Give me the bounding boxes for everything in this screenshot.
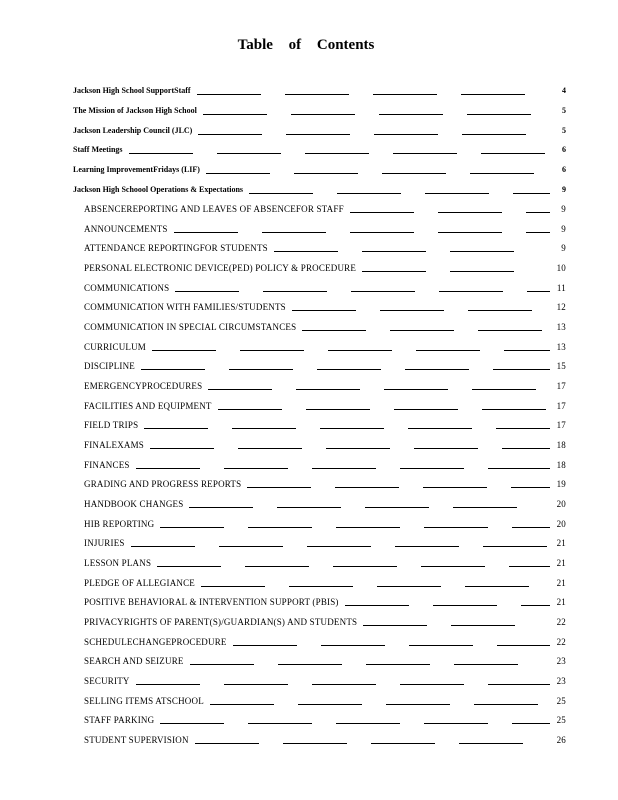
leader-dash (497, 645, 550, 646)
leader-dash (405, 369, 469, 370)
leader-dash (509, 566, 550, 567)
leader-dash (363, 625, 427, 626)
leader-dash (438, 212, 502, 213)
leader-dash (474, 704, 538, 705)
leader-dash (468, 310, 532, 311)
leader-dash (488, 684, 550, 685)
leader-dash (285, 94, 349, 95)
toc-entry[interactable] (84, 517, 566, 531)
toc-entry-label: HIB REPORTING (84, 519, 155, 529)
leader-dash (371, 743, 435, 744)
leader-dash (465, 586, 529, 587)
toc-entry-label: PLEDGE OF ALLEGIANCE (84, 578, 195, 588)
leader-dash (152, 350, 216, 351)
toc-entry[interactable] (84, 241, 566, 255)
toc-entry-page: 10 (556, 263, 566, 273)
toc-entry[interactable] (73, 183, 566, 197)
leader-dash (482, 409, 546, 410)
toc-entry[interactable] (84, 281, 566, 295)
toc-entry-label: Jackson High Schoool Operations & Expectations (73, 185, 244, 194)
toc-entry-label: FINALEXAMS (84, 440, 145, 450)
toc-entry-page: 9 (562, 185, 566, 194)
toc-entry[interactable] (84, 202, 566, 216)
toc-entry-page: 9 (561, 204, 566, 214)
leader-dash (408, 428, 472, 429)
leader-dash (286, 134, 350, 135)
toc-entry-page: 12 (556, 302, 566, 312)
toc-entry[interactable] (73, 104, 566, 118)
toc-entry[interactable] (84, 379, 566, 393)
toc-entry-page: 21 (556, 597, 566, 607)
leader-dash (277, 507, 341, 508)
leader-dash (377, 586, 441, 587)
toc-entry-label: POSITIVE BEHAVIORAL & INTERVENTION SUPPORT (PBIS) (84, 597, 339, 607)
leader-dash (472, 389, 536, 390)
toc-entry-label: EMERGENCYPROCEDURES (84, 381, 203, 391)
leader-dash (150, 448, 214, 449)
toc-entry-label: INJURIES (84, 538, 125, 548)
leader-dash (240, 350, 304, 351)
leader-dash (238, 448, 302, 449)
toc-entry-page: 17 (556, 401, 566, 411)
leader-dash (229, 369, 293, 370)
leader-dash (462, 134, 526, 135)
leader-dash (366, 664, 430, 665)
toc-entry-page: 15 (556, 361, 566, 371)
leader-dash (175, 291, 239, 292)
leader-dash (289, 586, 353, 587)
toc-entry[interactable] (73, 124, 566, 138)
leader-dash (201, 586, 265, 587)
leader-dash (206, 173, 270, 174)
leader-dash (262, 232, 326, 233)
leader-dash (203, 114, 267, 115)
leader-dash (483, 546, 547, 547)
leader-dash (421, 566, 485, 567)
leader-dash (470, 173, 534, 174)
toc-entry-page: 22 (556, 637, 566, 647)
leader-dash (305, 153, 369, 154)
toc-entry-page: 18 (556, 440, 566, 450)
toc-entry[interactable] (84, 359, 566, 373)
leader-dash (263, 291, 327, 292)
toc-entry-label: HANDBOOK CHANGES (84, 499, 184, 509)
toc-entry-label: COMMUNICATIONS (84, 283, 170, 293)
leader-dash (496, 428, 550, 429)
leader-dash (274, 251, 338, 252)
leader-dash (157, 566, 221, 567)
leader-dash (374, 134, 438, 135)
leader-dash (335, 487, 399, 488)
toc-entry-page: 11 (556, 283, 566, 293)
toc-entry-page: 6 (562, 145, 566, 154)
leader-dash (425, 193, 489, 194)
leader-dash (198, 134, 262, 135)
toc-entry-label: SEARCH AND SEIZURE (84, 656, 184, 666)
toc-entry[interactable] (84, 300, 566, 314)
toc-entry-page: 25 (556, 696, 566, 706)
toc-entry-page: 5 (562, 126, 566, 135)
toc-entry-label: STAFF PARKING (84, 715, 155, 725)
leader-dash (424, 527, 488, 528)
toc-entry[interactable] (84, 556, 566, 570)
leader-dash (190, 664, 254, 665)
leader-dash (136, 684, 200, 685)
leader-dash (296, 389, 360, 390)
leader-dash (292, 310, 356, 311)
toc-entry-label: PERSONAL ELECTRONIC DEVICE(PED) POLICY & PROCEDURE (84, 263, 357, 273)
toc-entry-page: 21 (556, 578, 566, 588)
leader-dash (382, 173, 446, 174)
leader-dash (526, 212, 550, 213)
toc-entry[interactable] (84, 615, 566, 629)
leader-dash (345, 605, 409, 606)
toc-entry[interactable] (84, 713, 566, 727)
leader-dash (141, 369, 205, 370)
toc-entry-label: COMMUNICATION WITH FAMILIES/STUDENTS (84, 302, 286, 312)
toc-entry-page: 6 (562, 165, 566, 174)
leader-dash (248, 723, 312, 724)
leader-dash (409, 645, 473, 646)
leader-dash (467, 114, 531, 115)
toc-entry-label: The Mission of Jackson High School (73, 106, 197, 115)
toc-entry[interactable] (73, 163, 566, 177)
toc-entry-page: 9 (561, 243, 566, 253)
leader-dash (131, 546, 195, 547)
toc-entry[interactable] (84, 635, 566, 649)
leader-dash (488, 468, 550, 469)
toc-entry-page: 17 (556, 381, 566, 391)
toc-entry-label: LESSON PLANS (84, 558, 152, 568)
leader-dash (394, 409, 458, 410)
leader-dash (384, 389, 448, 390)
leader-dash (512, 527, 550, 528)
toc-entry-page: 13 (556, 322, 566, 332)
toc-entry-label: Staff Meetings (73, 145, 123, 154)
leader-dash (393, 153, 457, 154)
leader-dash (512, 723, 550, 724)
toc-entry[interactable] (84, 438, 566, 452)
toc-entry[interactable] (73, 84, 566, 98)
leader-dash (249, 193, 313, 194)
leader-dash (459, 743, 523, 744)
toc-entry[interactable] (84, 222, 566, 236)
leader-dash (362, 271, 426, 272)
leader-dash (511, 487, 550, 488)
toc-entry[interactable] (73, 143, 566, 157)
leader-dash (233, 645, 297, 646)
leader-dash (217, 153, 281, 154)
toc-entry-label: CURRICULUM (84, 342, 147, 352)
leader-dash (218, 409, 282, 410)
toc-entry-label: SECURITY (84, 676, 130, 686)
toc-entry-page: 5 (562, 106, 566, 115)
leader-dash (291, 114, 355, 115)
leader-dash (232, 428, 296, 429)
toc-entry-label: FACILITIES AND EQUIPMENT (84, 401, 212, 411)
leader-dash (478, 330, 542, 331)
leader-dash (219, 546, 283, 547)
leader-dash (390, 330, 454, 331)
toc-entry-page: 23 (556, 656, 566, 666)
leader-dash (400, 684, 464, 685)
leader-dash (350, 232, 414, 233)
leader-dash (414, 448, 478, 449)
leader-dash (129, 153, 193, 154)
toc-entry[interactable] (84, 576, 566, 590)
leader-dash (302, 330, 366, 331)
leader-dash (248, 527, 312, 528)
toc-entry-page: 21 (556, 558, 566, 568)
toc-entry[interactable] (84, 399, 566, 413)
leader-dash (424, 723, 488, 724)
leader-dash (450, 251, 514, 252)
leader-dash (160, 527, 224, 528)
toc-entry[interactable] (84, 674, 566, 688)
toc-entry-page: 19 (556, 479, 566, 489)
leader-dash (379, 114, 443, 115)
toc-entry-page: 13 (556, 342, 566, 352)
toc-entry-label: Jackson High School SupportStaff (73, 86, 191, 95)
leader-dash (365, 507, 429, 508)
leader-dash (386, 704, 450, 705)
toc-entry[interactable] (84, 320, 566, 334)
toc-entry-label: ATTENDANCE REPORTINGFOR STUDENTS (84, 243, 268, 253)
leader-dash (362, 251, 426, 252)
toc-entry[interactable] (84, 497, 566, 511)
toc-entry-page: 4 (562, 86, 566, 95)
leader-dash (195, 743, 259, 744)
leader-dash (439, 291, 503, 292)
leader-dash (395, 546, 459, 547)
toc-entry-page: 20 (556, 519, 566, 529)
toc-entry[interactable] (84, 536, 566, 550)
toc-entry-page: 23 (556, 676, 566, 686)
leader-dash (453, 507, 517, 508)
leader-dash (278, 664, 342, 665)
toc-entry-label: Learning ImprovementFridays (LIF) (73, 165, 200, 174)
leader-dash (321, 645, 385, 646)
leader-dash (351, 291, 415, 292)
leader-dash (224, 684, 288, 685)
leader-dash (493, 369, 550, 370)
leader-dash (245, 566, 309, 567)
toc-entry[interactable] (84, 458, 566, 472)
leader-dash (502, 448, 550, 449)
leader-dash (160, 723, 224, 724)
toc-entry-label: DISCIPLINE (84, 361, 135, 371)
leader-dash (504, 350, 550, 351)
leader-dash (283, 743, 347, 744)
leader-dash (306, 409, 370, 410)
leader-dash (454, 664, 518, 665)
toc-entry[interactable] (84, 595, 566, 609)
toc-entry-page: 25 (556, 715, 566, 725)
leader-dash (527, 291, 550, 292)
toc-entry-page: 9 (561, 224, 566, 234)
toc-entry[interactable] (84, 340, 566, 354)
toc-entry-label: FINANCES (84, 460, 130, 470)
leader-dash (451, 625, 515, 626)
leader-dash (481, 153, 545, 154)
toc-entry[interactable] (84, 477, 566, 491)
leader-dash (416, 350, 480, 351)
toc-entry-label: ANNOUNCEMENTS (84, 224, 168, 234)
toc-entry-label: GRADING AND PROGRESS REPORTS (84, 479, 242, 489)
toc-entry-label: Jackson Leadership Council (JLC) (73, 126, 193, 135)
leader-dash (317, 369, 381, 370)
leader-dash (336, 527, 400, 528)
leader-dash (208, 389, 272, 390)
toc-entry-label: PRIVACYRIGHTS OF PARENT(S)/GUARDIAN(S) AND STUDENTS (84, 617, 358, 627)
leader-dash (298, 704, 362, 705)
leader-dash (461, 94, 525, 95)
toc-entry-label: COMMUNICATION IN SPECIAL CIRCUMSTANCES (84, 322, 297, 332)
leader-dash (450, 271, 514, 272)
leader-dash (312, 468, 376, 469)
leader-dash (247, 487, 311, 488)
toc-entry-page: 21 (556, 538, 566, 548)
toc-entry-label: SELLING ITEMS ATSCHOOL (84, 696, 204, 706)
leader-dash (210, 704, 274, 705)
toc-entry-page: 17 (556, 420, 566, 430)
leader-dash (224, 468, 288, 469)
toc-entry-label: STUDENT SUPERVISION (84, 735, 189, 745)
toc-entry-label: SCHEDULECHANGEPROCEDURE (84, 637, 227, 647)
leader-dash (326, 448, 390, 449)
toc-entry[interactable] (84, 694, 566, 708)
leader-dash (513, 193, 550, 194)
leader-dash (380, 310, 444, 311)
leader-dash (333, 566, 397, 567)
leader-dash (350, 212, 414, 213)
toc-entry[interactable] (84, 654, 566, 668)
leader-dash (320, 428, 384, 429)
toc-title: Table of Contents (237, 37, 375, 53)
leader-dash (433, 605, 497, 606)
toc-entry-page: 18 (556, 460, 566, 470)
toc-entry-label: FIELD TRIPS (84, 420, 139, 430)
toc-entry[interactable] (84, 261, 566, 275)
toc-entry-label: ABSENCEREPORTING AND LEAVES OF ABSENCEFOR STAFF (84, 204, 344, 214)
leader-dash (312, 684, 376, 685)
leader-dash (136, 468, 200, 469)
leader-dash (336, 723, 400, 724)
leader-dash (174, 232, 238, 233)
leader-dash (526, 232, 550, 233)
toc-entry-page: 22 (556, 617, 566, 627)
toc-entry[interactable] (84, 733, 566, 747)
leader-dash (197, 94, 261, 95)
leader-dash (328, 350, 392, 351)
toc-entry-page: 20 (556, 499, 566, 509)
leader-dash (373, 94, 437, 95)
leader-dash (189, 507, 253, 508)
leader-dash (294, 173, 358, 174)
leader-dash (400, 468, 464, 469)
leader-dash (337, 193, 401, 194)
toc-entry-page: 26 (556, 735, 566, 745)
leader-dash (307, 546, 371, 547)
leader-dash (144, 428, 208, 429)
leader-dash (423, 487, 487, 488)
toc-entry[interactable] (84, 418, 566, 432)
leader-dash (438, 232, 502, 233)
leader-dash (521, 605, 550, 606)
